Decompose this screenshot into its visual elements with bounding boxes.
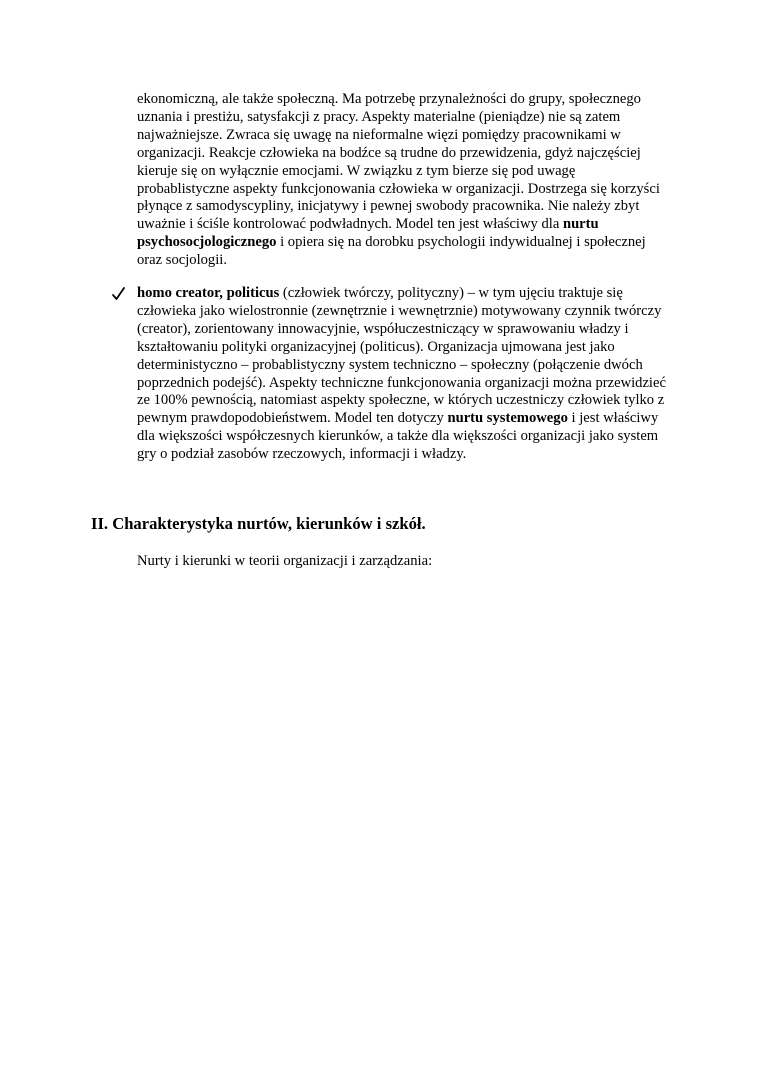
section-heading: II. Charakterystyka nurtów, kierunków i szkół.: [91, 514, 426, 533]
paragraph-text: (człowiek twórczy, polityczny) – w tym ujęciu traktuje się człowieka jako wielostronnie (zewnętrznie i wewnętrznie) motywowany czynnik twórczy (creator), zorientowany innowacyjnie, współuczestniczący w sprawowaniu władzy i kształtowaniu polityki organizacyjnej (politicus). Organizacja ujmowana jest jako deterministyczno – probablistyczny system techniczno – społeczny (połączenie dwóch poprzednich podejść). Aspekty techniczne funkcjonowania organizacji można przewidzieć ze 100% pewnością, natomiast aspekty społeczne, w których uczestniczy człowiek tylko z pewnym prawdopodobieństwem. Model ten dotyczy: [137, 285, 666, 427]
paragraph-text: i opiera się na dorobku psychologii indywidualnej i społecznej oraz socjologii.: [137, 234, 646, 269]
paragraph-homo-socialis-continued: [137, 91, 671, 270]
paragraph-text: i jest właściwy dla większości współczesnych kierunków, a także dla większości organizacji jako system gry o podział zasobów rzeczowych, informacji i władzy.: [137, 410, 659, 463]
bold-term-systemowy: nurtu systemowego: [447, 410, 568, 427]
paragraph-homo-creator: [137, 285, 671, 464]
checkmark-icon: [111, 285, 127, 303]
bold-term-homo-creator: homo creator, politicus: [137, 285, 280, 301]
section-intro-text: Nurty i kierunki w teorii organizacji i zarządzania:: [137, 553, 433, 569]
paragraph-text: ekonomiczną, ale także społeczną. Ma potrzebę przynależności do grupy, społecznego uznania i prestiżu, satysfakcji z pracy. Aspekty materialne (pieniądze) nie są zatem najważniejsze. Zwraca się uwagę na nieformalne więzi pomiędzy pracownikami w organizacji. Reakcje człowieka na bodźce są trudne do przewidzenia, gdyż najczęściej kieruje się on wyłącznie emocjami. W związku z tym bierze się pod uwagę probablistyczne aspekty funkcjonowania człowieka w organizacji. Dostrzega się korzyści płynące z samodyscypliny, inicjatywy i pewnej swobody pracownika. Nie należy zbyt uważnie i ściśle kontrolować podwładnych. Model ten jest właściwy dla: [137, 91, 660, 233]
bold-term-psychosocjologiczny: nurtu psychosocjologicznego: [137, 216, 599, 251]
